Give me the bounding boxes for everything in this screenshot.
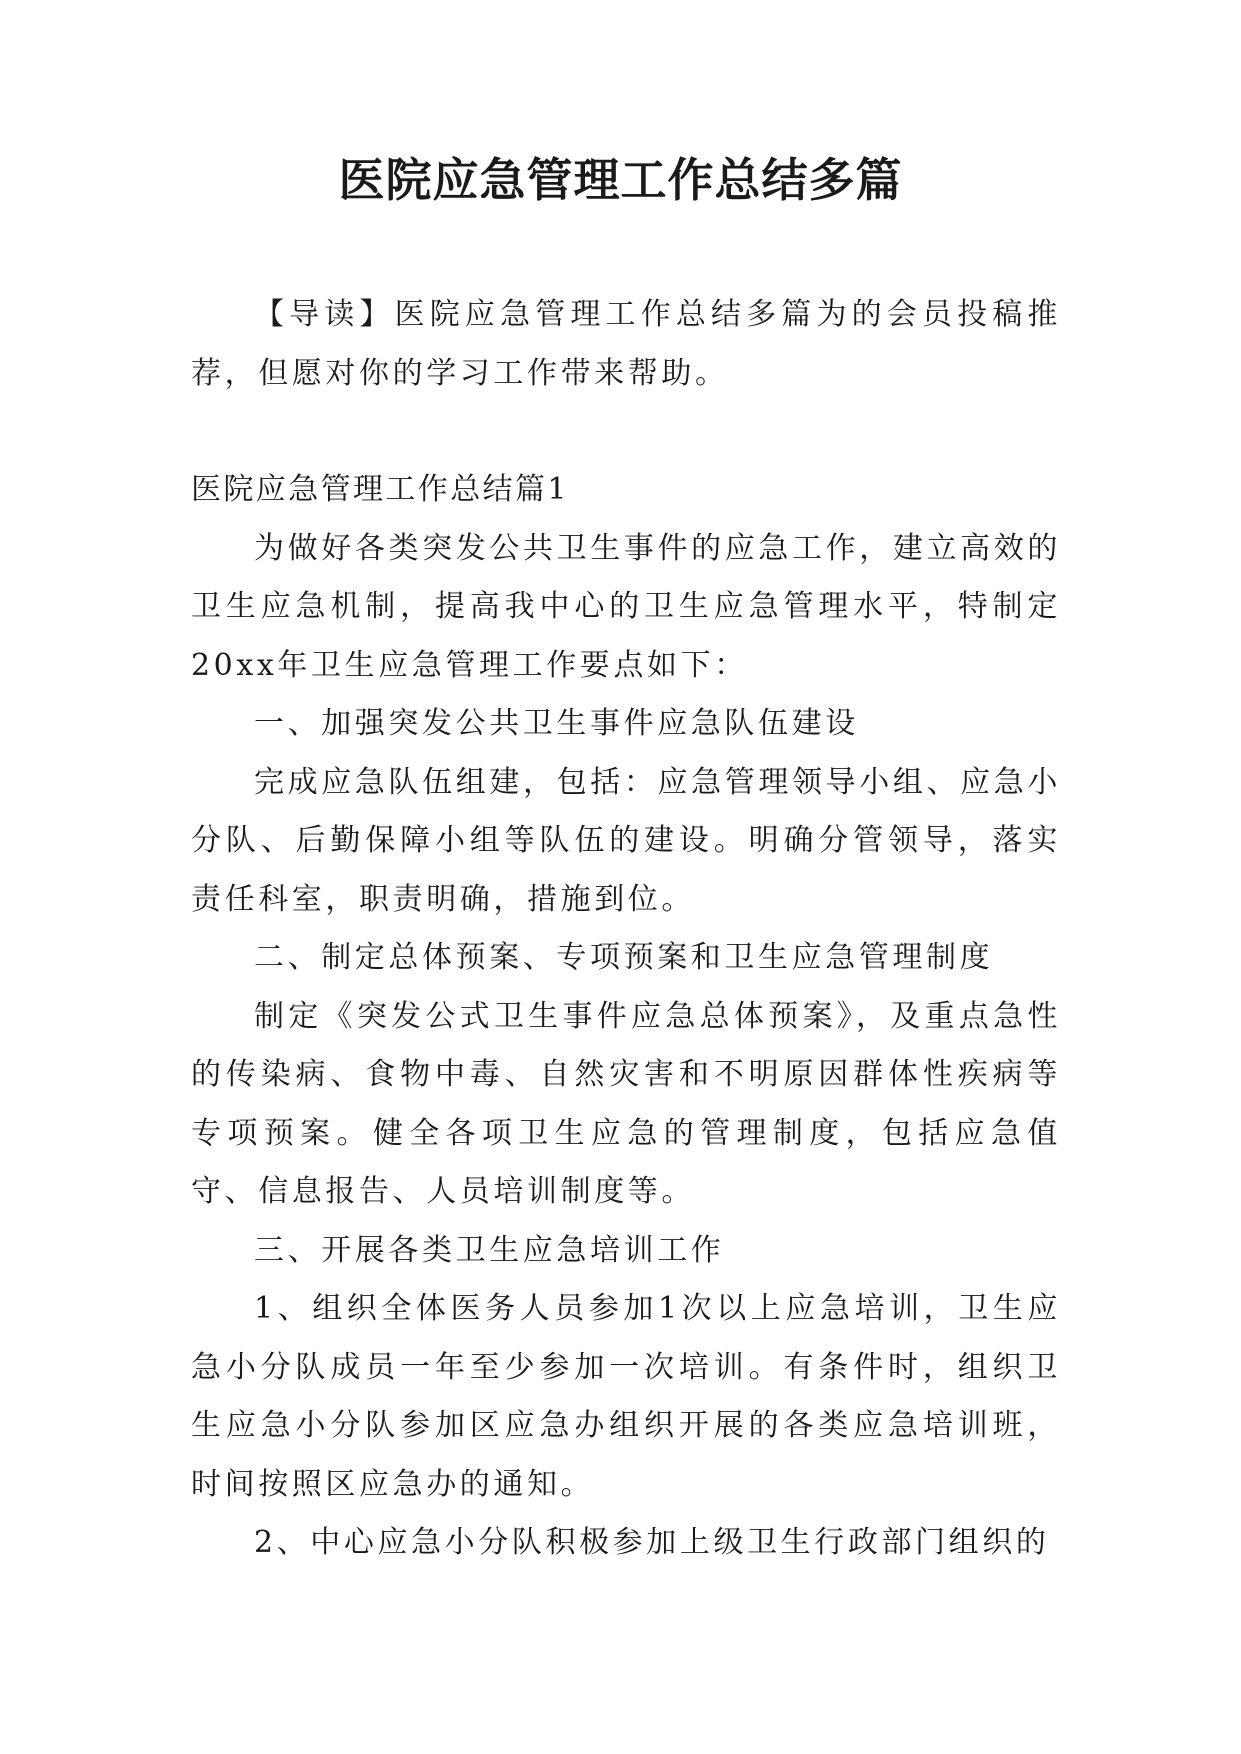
intro-paragraph: 【导读】医院应急管理工作总结多篇为的会员投稿推荐，但愿对你的学习工作带来帮助。 bbox=[191, 297, 1061, 391]
subheading-paragraph: 三、开展各类卫生应急培训工作 bbox=[254, 1232, 725, 1268]
section-heading: 医院应急管理工作总结篇1 bbox=[191, 472, 569, 507]
document-body bbox=[191, 286, 1061, 1573]
document-title: 医院应急管理工作总结多篇 bbox=[338, 153, 903, 207]
body-paragraph: 完成应急队伍组建，包括：应急管理领导小组、应急小分队、后勤保障小组等队伍的建设。明确分管领导，落实责任科室，职责明确，措施到位。 bbox=[191, 764, 1061, 917]
body-paragraph: 1、组织全体医务人员参加1次以上应急培训，卫生应急小分队成员一年至少参加一次培训。有条件时，组织卫生应急小分队参加区应急办组织开展的各类应急培训班，时间按照区应急办的通知。 bbox=[191, 1291, 1061, 1502]
body-paragraph: 2、中心应急小分队积极参加上级卫生行政部门组织的 bbox=[254, 1525, 1050, 1560]
subheading-paragraph: 一、加强突发公共卫生事件应急队伍建设 bbox=[254, 706, 859, 741]
body-paragraph: 为做好各类突发公共卫生事件的应急工作，建立高效的卫生应急机制，提高我中心的卫生应急管理水平，特制定20xx年卫生应急管理工作要点如下： bbox=[191, 530, 1061, 683]
body-paragraph: 制定《突发公式卫生事件应急总体预案》，及重点急性的传染病、食物中毒、自然灾害和不明原因群体性疾病等专项预案。健全各项卫生应急的管理制度，包括应急值守、信息报告、人员培训制度等。 bbox=[191, 998, 1061, 1209]
subheading-paragraph: 二、制定总体预案、专项预案和卫生应急管理制度 bbox=[254, 940, 994, 975]
